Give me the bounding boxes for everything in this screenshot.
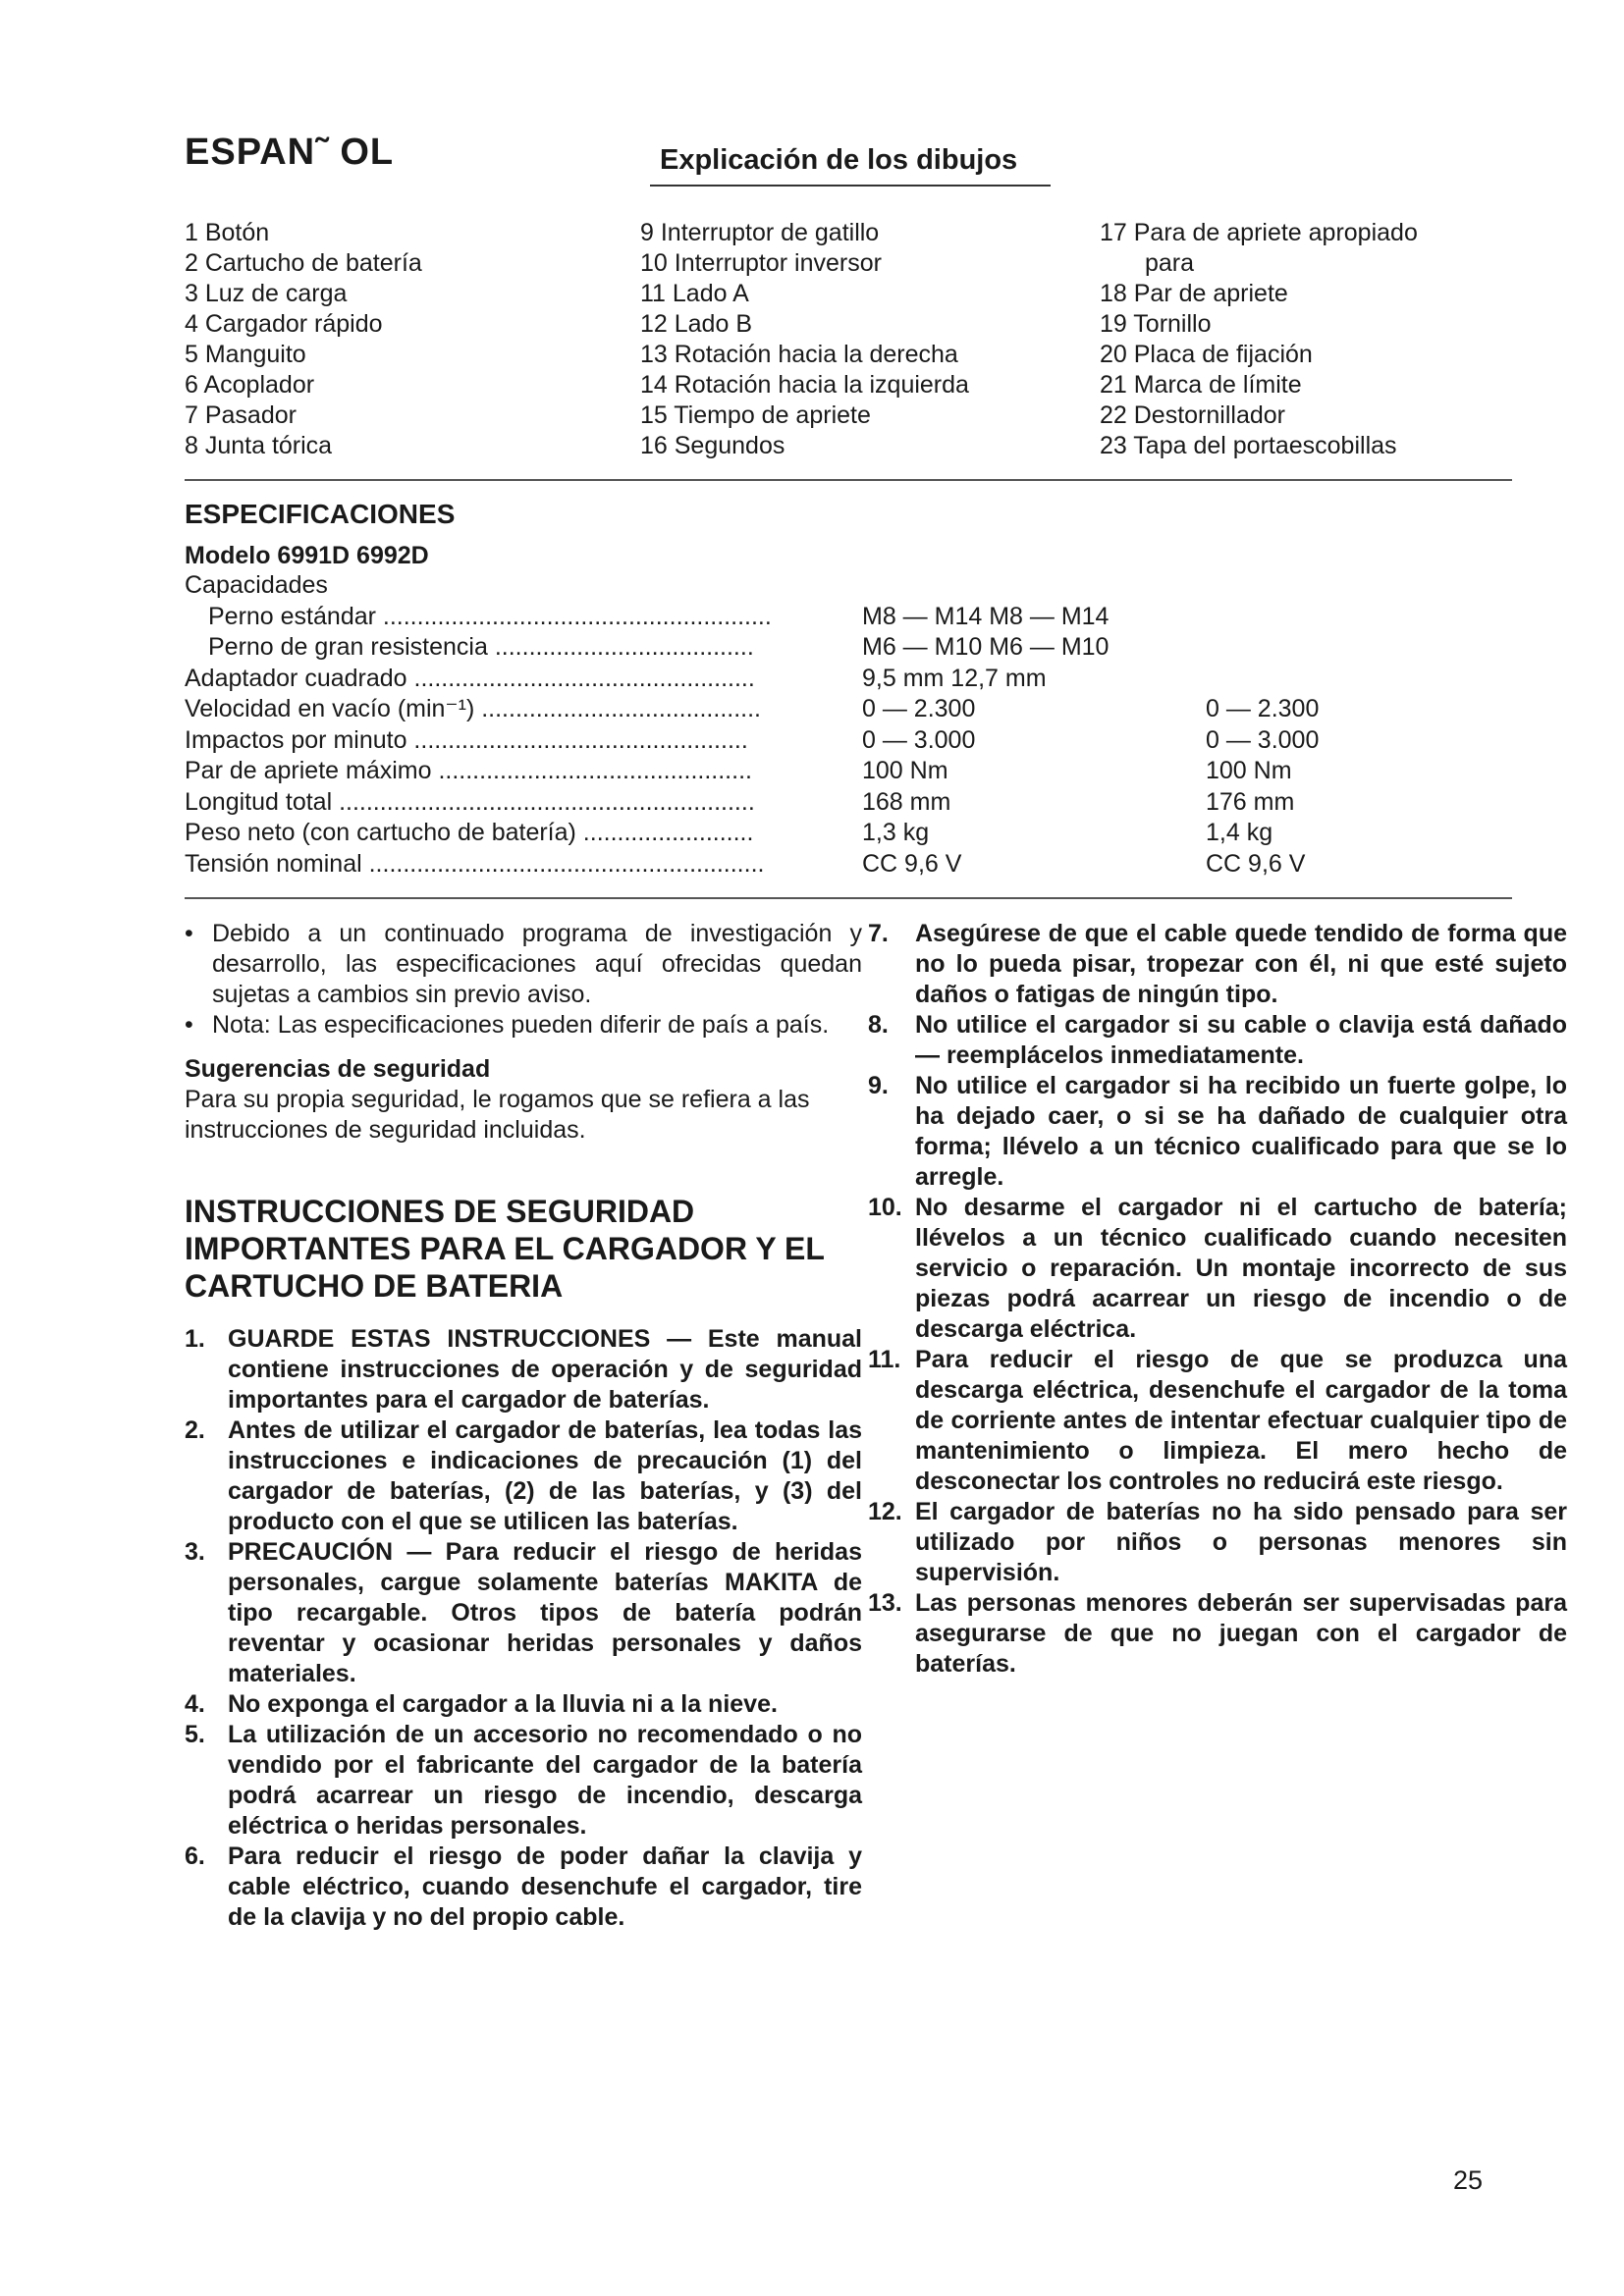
- legend-item: 23 Tapa del portaescobillas: [1100, 432, 1397, 459]
- spec-value: 9,5 mm 12,7 mm: [862, 664, 1047, 692]
- legend-item: 3 Luz de carga: [185, 280, 348, 307]
- legend-item-continuation: para: [1145, 249, 1195, 277]
- legend-item: 15 Tiempo de apriete: [640, 401, 871, 429]
- spec-row: [185, 632, 1510, 664]
- instruction-item: [868, 919, 1567, 1010]
- spec-label: Peso neto (con cartucho de batería) .........................: [185, 819, 754, 846]
- note-bullet: [185, 1010, 862, 1041]
- legend-item: 4 Cargador rápido: [185, 310, 383, 338]
- instruction-item: [868, 1497, 1567, 1588]
- item-text: PRECAUCIÓN — Para reducir el riesgo de heridas personales, cargue solamente baterías MAKITA de tipo recargable. Otros tipos de batería podrán reventar y ocasionar heridas personales y daños materiales.: [228, 1538, 862, 1687]
- specifications-table: [185, 570, 1510, 880]
- instruction-item: [868, 1193, 1567, 1345]
- instruction-item: [868, 1010, 1567, 1071]
- spec-value: 0 — 2.300: [1206, 695, 1320, 722]
- bullet-icon: •: [185, 920, 193, 947]
- spec-label: Velocidad en vacío (min⁻¹) .........................................: [185, 695, 761, 722]
- legend-item: 9 Interruptor de gatillo: [640, 219, 880, 246]
- specifications-heading: ESPECIFICACIONES: [185, 499, 456, 529]
- spec-value: CC 9,6 V: [1206, 849, 1306, 878]
- item-text: El cargador de baterías no ha sido pensado para ser utilizado por niños o personas menores sin supervisión.: [915, 1498, 1567, 1586]
- spec-value: 1,3 kg: [862, 819, 930, 846]
- spec-value: 1,4 kg: [1206, 819, 1273, 846]
- item-text: Antes de utilizar el cargador de baterías, lea todas las instrucciones e indicaciones de precaución (1) del cargador de baterías, (2) de las baterías, y (3) del producto con el que se utilicen las baterías.: [228, 1416, 862, 1535]
- item-number: 3.: [185, 1538, 205, 1566]
- bullet-icon: •: [185, 1011, 193, 1039]
- spec-label: Impactos por minuto .................................................: [185, 725, 748, 754]
- item-text: No utilice el cargador si su cable o clavija está dañado — reemplácelos inmediatamente.: [915, 1011, 1567, 1069]
- legend-item: 7 Pasador: [185, 401, 297, 429]
- legend-item: 22 Destornillador: [1100, 401, 1285, 429]
- spec-value: M8 — M14 M8 — M14: [862, 602, 1110, 630]
- spec-value: 100 Nm: [1206, 757, 1292, 784]
- legend-item: 17 Para de apriete apropiado: [1100, 219, 1418, 246]
- legend-item: 13 Rotación hacia la derecha: [640, 341, 958, 368]
- spec-value: M6 — M10 M6 — M10: [862, 633, 1110, 661]
- spec-label: Adaptador cuadrado ..................................................: [185, 664, 755, 692]
- legend-item: 8 Junta tórica: [185, 432, 333, 459]
- drawings-explanation-title: Explicación de los dibujos: [660, 144, 1018, 176]
- spec-value: CC 9,6 V: [862, 849, 962, 878]
- safety-tips-heading: Sugerencias de seguridad: [185, 1055, 491, 1083]
- safety-instructions-heading: INSTRUCCIONES DE SEGURIDAD IMPORTANTES PARA EL CARGADOR Y EL CARTUCHO DE BATERIA: [185, 1194, 825, 1304]
- item-text: La utilización de un accesorio no recomendado o no vendido por el fabricante del cargador de la batería podrá acarrear un riesgo de incendio, descarga eléctrica o heridas personales.: [228, 1721, 862, 1840]
- left-column: [185, 919, 862, 1933]
- item-text: No desarme el cargador ni el cartucho de batería; llévelos a un técnico cualificado cuando necesiten servicio o reparación. Un montaje incorrecto de sus piezas podrá acarrear un riesgo de incendio o de descarga eléctrica.: [915, 1194, 1567, 1343]
- item-text: No utilice el cargador si ha recibido un fuerte golpe, lo ha dejado caer, o si se ha dañado de cualquier otra forma; llévelo a un técnico cualificado para que se lo arregle.: [915, 1072, 1567, 1191]
- instruction-item: [868, 1345, 1567, 1497]
- item-number: 12.: [868, 1498, 902, 1525]
- divider: [185, 897, 1512, 899]
- legend-item: 18 Par de apriete: [1100, 280, 1288, 307]
- instruction-item: [185, 1415, 862, 1537]
- legend-item: 20 Placa de fijación: [1100, 341, 1313, 368]
- item-number: 10.: [868, 1194, 902, 1221]
- spec-value: 0 — 3.000: [862, 725, 976, 754]
- item-text: No exponga el cargador a la lluvia ni a la nieve.: [228, 1690, 778, 1718]
- instruction-item: [868, 1588, 1567, 1680]
- spec-label: Perno de gran resistencia ......................................: [208, 633, 754, 661]
- legend-item: 19 Tornillo: [1100, 310, 1212, 338]
- spec-row: [185, 694, 1510, 725]
- legend-item: 21 Marca de límite: [1100, 371, 1302, 399]
- legend-item: 10 Interruptor inversor: [640, 249, 882, 277]
- spec-row: [185, 818, 1510, 849]
- spec-label: Perno estándar .........................................................: [208, 602, 772, 630]
- legend-item: 1 Botón: [185, 219, 270, 246]
- right-column: [868, 919, 1567, 1680]
- item-text: Asegúrese de que el cable quede tendido de forma que no lo pueda pisar, tropezar con él, ni que esté sujeto daños o fatigas de ningún tipo.: [915, 920, 1567, 1008]
- note-text: Nota: Las especificaciones pueden diferir de país a país.: [212, 1011, 830, 1039]
- legend-item: 5 Manguito: [185, 341, 306, 368]
- title-underline: [650, 185, 1051, 187]
- instruction-item: [185, 1689, 862, 1720]
- item-number: 2.: [185, 1416, 205, 1444]
- item-number: 1.: [185, 1325, 205, 1353]
- capacities-label: Capacidades: [185, 571, 328, 599]
- spec-row: [185, 664, 1510, 695]
- note-bullet: [185, 919, 862, 1010]
- spec-value: 0 — 3.000: [1206, 725, 1320, 754]
- safety-tips-text: Para su propia seguridad, le rogamos que se refiera a las instrucciones de seguridad incluidas.: [185, 1086, 810, 1144]
- legend-item: 12 Lado B: [640, 310, 752, 338]
- spec-row: [185, 787, 1510, 819]
- divider: [185, 479, 1512, 481]
- spec-label: Par de apriete máximo ..............................................: [185, 757, 752, 784]
- instruction-item: [185, 1842, 862, 1933]
- instruction-item: [185, 1720, 862, 1842]
- instruction-list: [185, 1324, 862, 1933]
- instruction-item: [185, 1324, 862, 1415]
- spec-row: [185, 756, 1510, 787]
- instruction-item: [868, 1071, 1567, 1193]
- legend-column-2: [640, 218, 969, 461]
- item-number: 7.: [868, 920, 889, 947]
- legend-item: 2 Cartucho de batería: [185, 249, 422, 277]
- legend-item: 11 Lado A: [640, 280, 749, 307]
- spec-row: [185, 570, 1510, 602]
- item-number: 9.: [868, 1072, 889, 1099]
- spec-value: 176 mm: [1206, 787, 1295, 816]
- page-number: 25: [1452, 2165, 1483, 2195]
- spec-value: 100 Nm: [862, 757, 948, 784]
- spec-value: 168 mm: [862, 787, 951, 816]
- spec-label: Longitud total .............................................................: [185, 787, 755, 816]
- language-title: ESPAN˜ OL: [185, 132, 395, 173]
- spec-label: Tensión nominal ..........................................................: [185, 849, 765, 878]
- item-text: Para reducir el riesgo de poder dañar la clavija y cable eléctrico, cuando desenchufe el cargador, tire de la clavija y no del propio cable.: [228, 1842, 862, 1931]
- legend-column-3: [1100, 218, 1418, 461]
- legend-item: 16 Segundos: [640, 432, 785, 459]
- spec-row: [185, 725, 1510, 757]
- instruction-item: [185, 1537, 862, 1689]
- model-line: Modelo 6991D 6992D: [185, 542, 429, 569]
- item-text: Las personas menores deberán ser supervisadas para asegurarse de que no juegan con el cargador de baterías.: [915, 1589, 1567, 1678]
- item-number: 5.: [185, 1721, 205, 1748]
- item-number: 8.: [868, 1011, 889, 1039]
- item-number: 11.: [868, 1346, 901, 1373]
- legend-item: 6 Acoplador: [185, 371, 315, 399]
- item-text: Para reducir el riesgo de que se produzca una descarga eléctrica, desenchufe el cargador de la toma de corriente antes de intentar efectuar cualquier tipo de mantenimiento o limpieza. El mero hecho de desconectar los controles no reducirá este riesgo.: [915, 1346, 1567, 1495]
- item-number: 6.: [185, 1842, 205, 1870]
- legend-item: 14 Rotación hacia la izquierda: [640, 371, 969, 399]
- item-number: 4.: [185, 1690, 205, 1718]
- note-text: Debido a un continuado programa de investigación y desarrollo, las especificaciones aquí ofrecidas quedan sujetas a cambios sin previo aviso.: [212, 920, 862, 1008]
- spec-row: [185, 849, 1510, 881]
- item-text: GUARDE ESTAS INSTRUCCIONES — Este manual contiene instrucciones de operación y de seguridad importantes para el cargador de baterías.: [228, 1325, 862, 1414]
- item-number: 13.: [868, 1589, 902, 1617]
- spec-value: 0 — 2.300: [862, 695, 976, 722]
- legend-column-1: [185, 218, 422, 461]
- spec-row: [185, 602, 1510, 633]
